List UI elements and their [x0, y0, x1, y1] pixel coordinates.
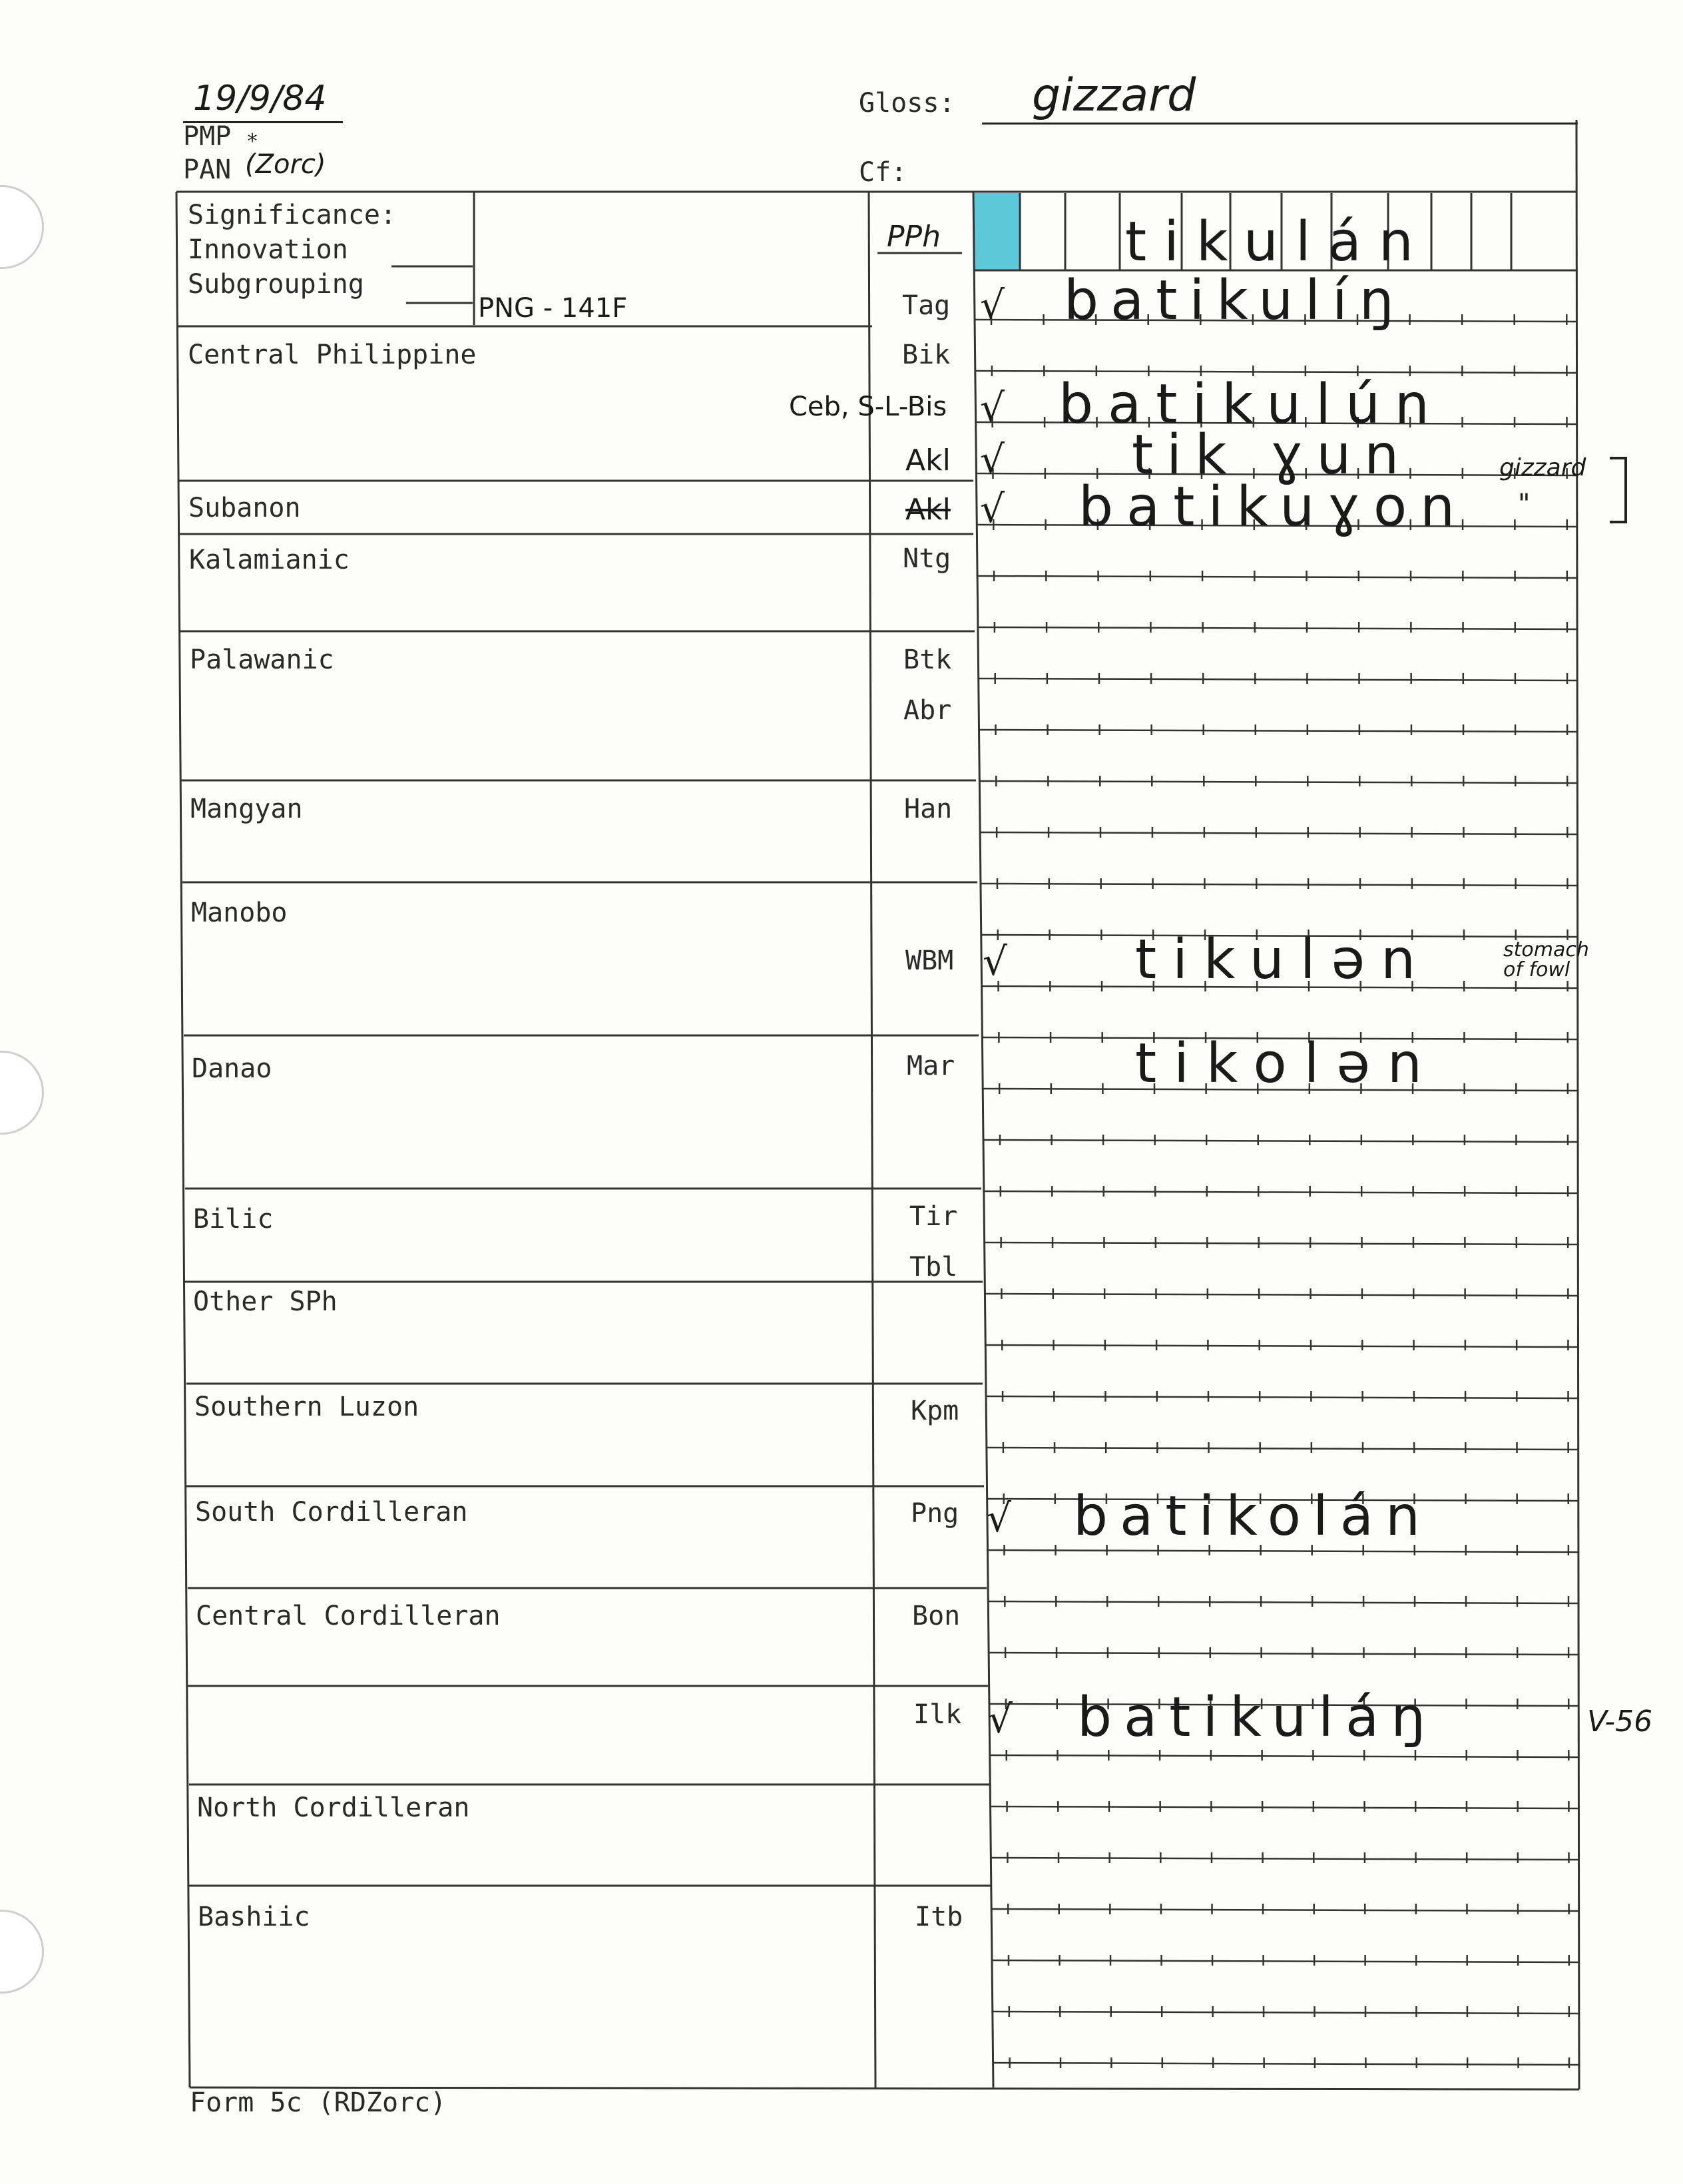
- writing-line: [984, 1191, 1578, 1193]
- code-abr: Abr: [903, 695, 952, 726]
- form-pph: tikulán: [1125, 210, 1431, 274]
- code-kpm: Kpm: [911, 1396, 959, 1426]
- writing-line: [985, 1294, 1578, 1296]
- form-akl-2: batikuɣon: [1079, 475, 1469, 539]
- writing-line: [992, 1960, 1579, 1962]
- writing-line: [983, 1140, 1578, 1142]
- form-footer: Form 5c (RDZorc): [190, 2087, 447, 2118]
- group-bilic: Bilic: [193, 1204, 274, 1234]
- writing-line: [979, 730, 1578, 732]
- gloss-label: Gloss:: [859, 88, 955, 119]
- group-north-cordilleran: North Cordilleran: [197, 1792, 470, 1823]
- form-akl-1: tik ɣun: [1132, 423, 1413, 487]
- writing-line: [991, 1909, 1578, 1911]
- form-ceb: batikulún: [1059, 373, 1444, 436]
- check-akl-1: √: [980, 437, 1005, 482]
- code-akl-1: Akl: [905, 443, 951, 477]
- note-akl-2: ": [1518, 489, 1531, 519]
- writing-line: [990, 1755, 1579, 1757]
- writing-line: [978, 627, 1577, 629]
- group-manobo: Manobo: [191, 898, 288, 928]
- code-tbl: Tbl: [909, 1252, 958, 1282]
- code-ntg: Ntg: [903, 543, 951, 574]
- pan-label: PAN: [183, 154, 232, 185]
- cf-label: Cf:: [859, 157, 907, 188]
- check-tag: √: [980, 282, 1005, 328]
- form-mar: tikolən: [1135, 1032, 1439, 1095]
- gloss-value: gizzard: [1032, 69, 1196, 122]
- check-wbm: √: [983, 939, 1007, 984]
- code-akl-2: Akl: [905, 493, 951, 527]
- group-south-cordilleran: South Cordilleran: [195, 1497, 468, 1527]
- writing-line: [977, 576, 1577, 578]
- writing-line: [991, 1858, 1578, 1860]
- writing-line: [987, 1448, 1578, 1450]
- writing-line: [987, 1550, 1578, 1552]
- significance-label: Significance:: [188, 200, 397, 230]
- group-danao: Danao: [192, 1053, 272, 1084]
- code-tir: Tir: [909, 1201, 958, 1232]
- form-tag: batikulíŋ: [1064, 269, 1406, 332]
- code-btk: Btk: [903, 645, 952, 675]
- check-ceb: √: [980, 385, 1005, 430]
- code-bon: Bon: [912, 1601, 961, 1631]
- form-ilk: batikuláŋ: [1077, 1686, 1438, 1749]
- code-ilk: Ilk: [913, 1699, 962, 1730]
- note-ilk: V-56: [1587, 1705, 1653, 1739]
- group-central-philippine: Central Philippine: [188, 340, 477, 370]
- writing-line: [979, 679, 1577, 681]
- check-ilk: √: [988, 1697, 1013, 1742]
- writing-line: [985, 1345, 1578, 1347]
- code-han: Han: [904, 794, 953, 824]
- group-palawanic: Palawanic: [190, 645, 334, 675]
- code-itb: Itb: [915, 1902, 963, 1932]
- code-pph: PPh: [887, 220, 941, 254]
- group-bashiic: Bashiic: [198, 1902, 310, 1932]
- group-subanon: Subanon: [188, 493, 301, 523]
- group-other-sph: Other SPh: [193, 1286, 338, 1317]
- writing-line: [988, 1601, 1578, 1603]
- pan-note: (Zorc): [245, 149, 326, 180]
- writing-line: [991, 1806, 1579, 1808]
- pmp-asterisk: *: [246, 130, 259, 153]
- code-ceb: Ceb, S-L-Bis: [789, 392, 947, 422]
- code-tag: Tag: [902, 290, 951, 321]
- group-central-cordilleran: Central Cordilleran: [196, 1601, 501, 1631]
- code-bik: Bik: [902, 340, 951, 370]
- writing-line: [986, 1396, 1578, 1398]
- writing-line: [981, 884, 1578, 886]
- check-png: √: [987, 1496, 1011, 1541]
- date: 19/9/84: [193, 79, 327, 119]
- writing-line: [979, 781, 1577, 783]
- writing-line: [993, 2012, 1579, 2014]
- subgrouping-reference: PNG - 141F: [478, 293, 628, 324]
- subgrouping-label: Subgrouping: [188, 269, 364, 300]
- writing-line: [985, 1242, 1578, 1244]
- pmp-label: PMP: [183, 121, 232, 152]
- pph-highlight-cell: [973, 193, 1020, 270]
- code-png: Png: [911, 1498, 959, 1529]
- group-mangyan: Mangyan: [190, 794, 303, 824]
- code-wbm: WBM: [905, 946, 954, 976]
- writing-line: [980, 832, 1577, 834]
- form-png: batikolán: [1073, 1485, 1432, 1548]
- form-wbm: tikulən: [1135, 928, 1432, 991]
- innovation-label: Innovation: [188, 234, 348, 265]
- bracket-akl: [1610, 457, 1627, 523]
- group-kalamianic: Kalamianic: [189, 545, 350, 575]
- group-southern-luzon: Southern Luzon: [194, 1392, 419, 1422]
- note-wbm: stomach of fowl: [1503, 938, 1589, 981]
- writing-line: [989, 1653, 1578, 1655]
- code-mar: Mar: [907, 1051, 955, 1081]
- note-akl-1: gizzard: [1499, 454, 1586, 481]
- check-akl-2: √: [980, 486, 1005, 531]
- writing-line: [993, 2063, 1579, 2065]
